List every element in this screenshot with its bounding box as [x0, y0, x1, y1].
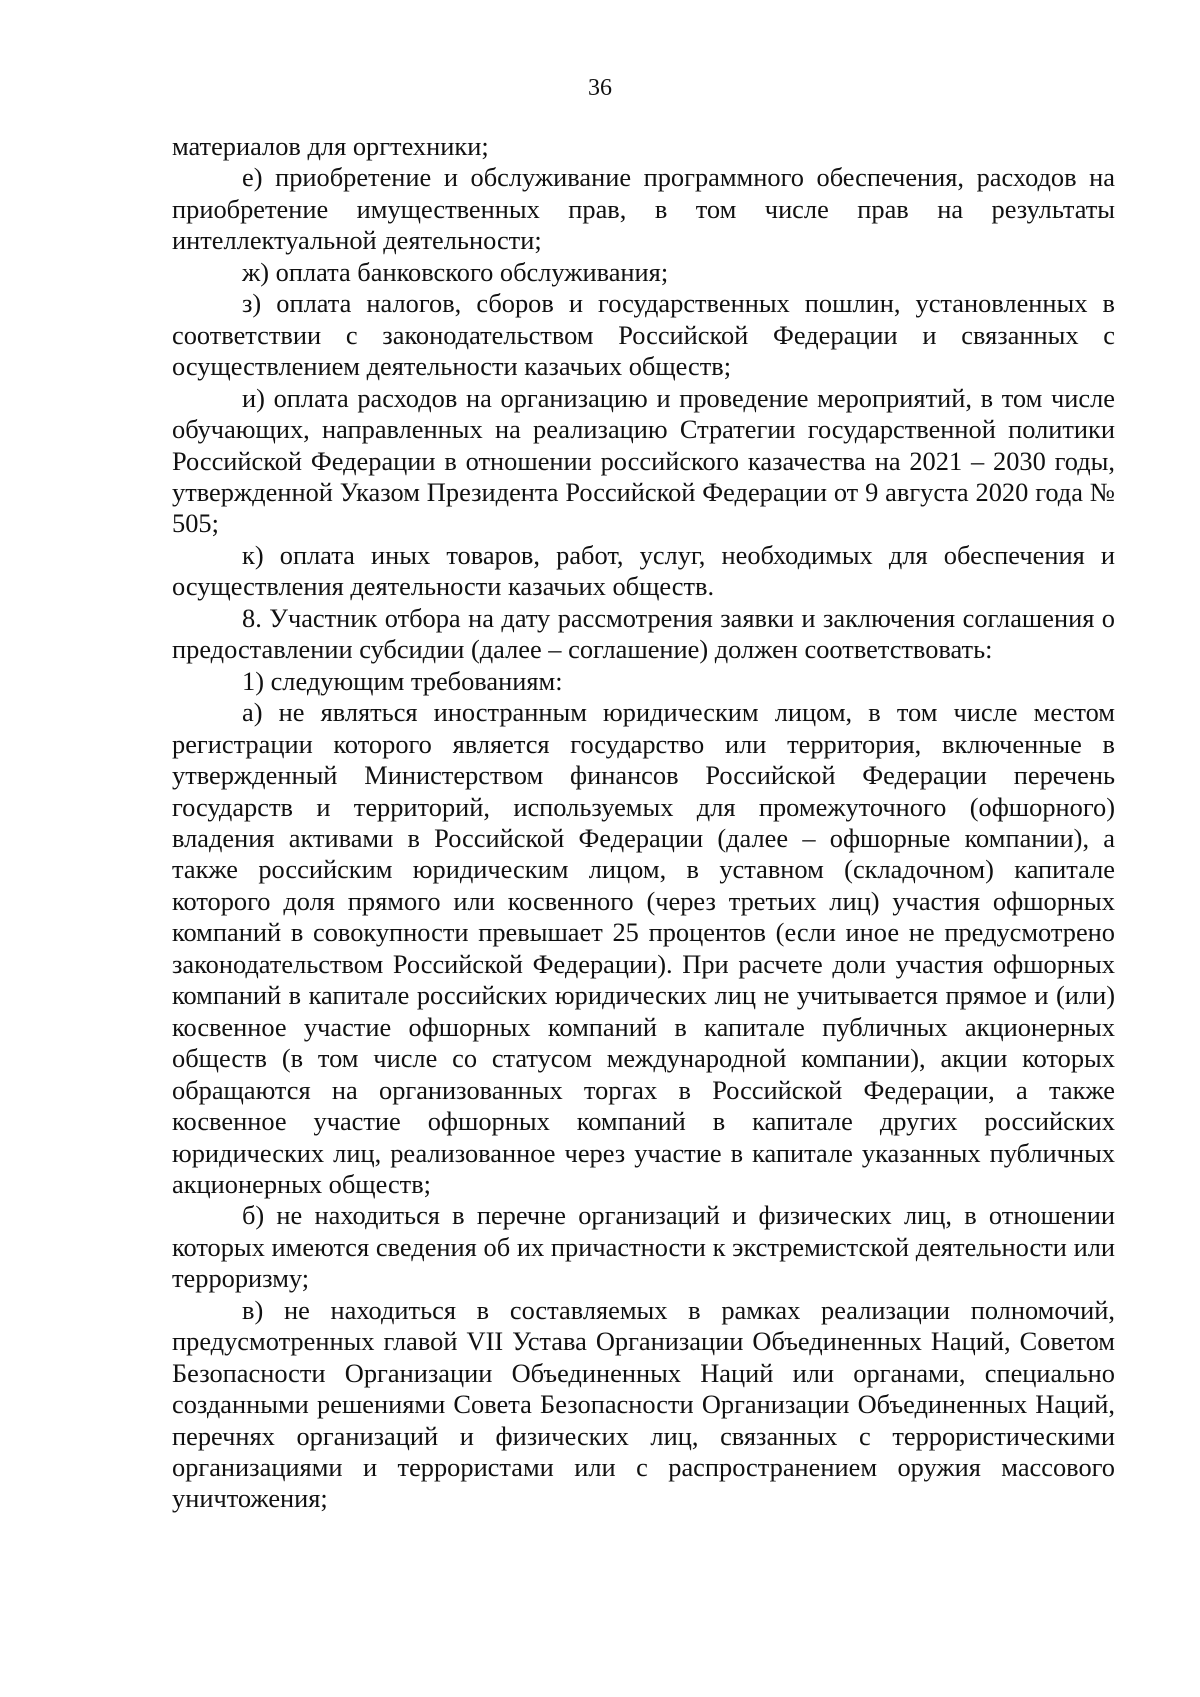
paragraph-item-zh: ж) оплата банковского обслуживания; [242, 256, 669, 287]
paragraph-subclause-1: 1) следующим требованиям: [242, 665, 563, 696]
paragraph-clause-8: 8. Участник отбора на дату рассмотрения заявки и заключения соглашения о предоставлении субсидии (далее – соглашение) должен соответствовать: [172, 602, 1115, 665]
paragraph-continuation: материалов для оргтехники; [172, 131, 489, 161]
document-body [172, 131, 1115, 1515]
paragraph-item-i: и) оплата расходов на организацию и проведение мероприятий, в том числе обучающих, направленных на реализацию Стратегии государственной политики Российской Федерации в отношении российского казачества на 2021 – 2030 годы, утвержденной Указом Президента Российской Федерации от 9 августа 2020 года № 505; [172, 382, 1115, 539]
paragraph-item-z: з) оплата налогов, сборов и государственных пошлин, установленных в соответствии с законодательством Российской Федерации и связанных с осуществлением деятельности казачьих обществ; [172, 288, 1115, 382]
paragraph-item-v: в) не находиться в составляемых в рамках реализации полномочий, предусмотренных главой VII Устава Организации Объединенных Наций, Советом Безопасности Организации Объединенных Наций или органами, специально созданными решениями Совета Безопасности Организации Объединенных Наций, перечнях организаций и физических лиц, связанных с террористическими организациями и террористами или с распространением оружия массового уничтожения; [172, 1294, 1115, 1514]
paragraph-item-b: б) не находиться в перечне организаций и физических лиц, в отношении которых имеются сведения об их причастности к экстремистской деятельности или терроризму; [172, 1200, 1115, 1294]
paragraph-item-e: е) приобретение и обслуживание программного обеспечения, расходов на приобретение имущественных прав, в том числе прав на результаты интеллектуальной деятельности; [172, 162, 1115, 256]
paragraph-item-a: а) не являться иностранным юридическим лицом, в том числе местом регистрации которого является государство или территория, включенные в утвержденный Министерством финансов Российской Федерации перечень государств и территорий, используемых для промежуточного (офшорного) владения активами в Российской Федерации (далее – офшорные компании), а также российским юридическим лицом, в уставном (складочном) капитале которого доля прямого или косвенного (через третьих лиц) участия офшорных компаний в совокупности превышает 25 процентов (если иное не предусмотрено законодательством Российской Федерации). При расчете доли участия офшорных компаний в капитале российских юридических лиц не учитывается прямое и (или) косвенное участие офшорных компаний в капитале публичных акционерных обществ (в том числе со статусом международной компании), акции которых обращаются на организованных торгах в Российской Федерации, а также косвенное участие офшорных компаний в капитале других российских юридических лиц, реализованное через участие в капитале указанных публичных акционерных обществ; [172, 697, 1115, 1199]
page-number: 36 [588, 75, 612, 101]
paragraph-item-k: к) оплата иных товаров, работ, услуг, необходимых для обеспечения и осуществления деятельности казачьих обществ. [172, 539, 1115, 602]
